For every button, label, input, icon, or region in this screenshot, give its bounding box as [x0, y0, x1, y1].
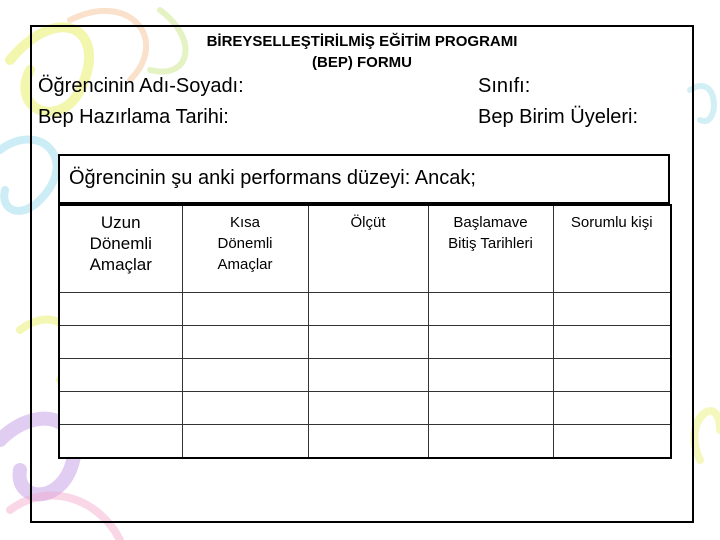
table-cell[interactable] [428, 425, 553, 459]
form-title-line2: (BEP) FORMU [312, 54, 412, 71]
header-text: Ölçüt [350, 214, 386, 231]
header-text: Dönemli [89, 234, 152, 253]
header-text: Bitiş Tarihleri [448, 235, 533, 252]
performance-label: Öğrencinin şu anki performans düzeyi: Ancak; [69, 167, 476, 189]
table-cell[interactable] [59, 392, 182, 425]
prep-date-label: Bep Hazırlama Tarihi: [38, 106, 229, 128]
table-cell[interactable] [59, 326, 182, 359]
table-cell[interactable] [428, 392, 553, 425]
header-short-term-goals [182, 205, 308, 293]
table-cell[interactable] [308, 293, 428, 326]
table-cell[interactable] [308, 326, 428, 359]
header-start-end-dates [428, 205, 553, 293]
table-row [59, 326, 671, 359]
table-header-row [59, 205, 671, 293]
table-row [59, 392, 671, 425]
table-cell[interactable] [59, 293, 182, 326]
table-cell[interactable] [308, 392, 428, 425]
table-cell[interactable] [553, 293, 671, 326]
table-cell[interactable] [182, 392, 308, 425]
table-cell[interactable] [428, 326, 553, 359]
table-cell[interactable] [428, 359, 553, 392]
header-text: Başlamave [453, 214, 528, 231]
table-cell[interactable] [182, 425, 308, 459]
table-cell[interactable] [308, 359, 428, 392]
table-cell[interactable] [428, 293, 553, 326]
table-row [59, 293, 671, 326]
class-label: Sınıfı: [478, 75, 531, 97]
table-row [59, 359, 671, 392]
table-cell[interactable] [308, 425, 428, 459]
header-criterion [308, 205, 428, 293]
header-text: Amaçlar [217, 256, 273, 273]
unit-members-label: Bep Birim Üyeleri: [478, 106, 639, 128]
student-name-label: Öğrencinin Adı-Soyadı: [38, 75, 244, 97]
header-responsible-person [553, 205, 671, 293]
table-cell[interactable] [182, 326, 308, 359]
form-title-line1: BİREYSELLEŞTİRİLMİŞ EĞİTİM PROGRAMI [206, 33, 518, 50]
table-cell[interactable] [59, 425, 182, 459]
table-cell[interactable] [553, 392, 671, 425]
table-cell[interactable] [182, 293, 308, 326]
header-text: Uzun [100, 213, 141, 232]
plan-table [58, 204, 672, 459]
header-text: Sorumlu kişi [570, 214, 653, 231]
table-cell[interactable] [182, 359, 308, 392]
table-cell[interactable] [59, 359, 182, 392]
performance-box [58, 154, 670, 204]
table-cell[interactable] [553, 359, 671, 392]
table-row [59, 425, 671, 459]
table-cell[interactable] [553, 326, 671, 359]
plan-table-body [59, 293, 671, 459]
header-text: Kısa [229, 214, 260, 231]
header-text: Dönemli [217, 235, 273, 252]
header-long-term-goals [59, 205, 182, 293]
table-cell[interactable] [553, 425, 671, 459]
header-text: Amaçlar [89, 255, 152, 274]
